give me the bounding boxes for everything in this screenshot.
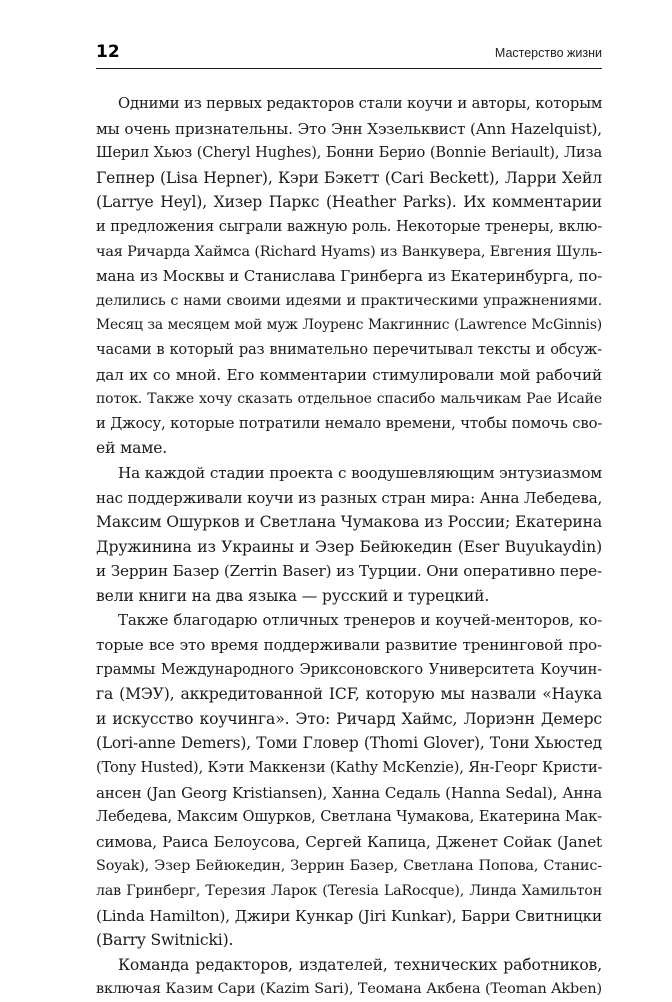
text-line: вели книги на два языка — русский и турецкий.: [96, 586, 490, 605]
text-line: (Larrye Heyl), Хизер Паркс (Heather Parks). Их комментарии: [96, 193, 602, 212]
text-line: (Tony Husted), Кэти Маккензи (Kathy McKenzie), Ян-Георг Кристи-: [96, 759, 603, 777]
text-line: (Barry Switnicki).: [96, 931, 234, 950]
text-line: нас поддерживали коучи из разных стран мира: Анна Лебедева,: [96, 488, 603, 507]
text-line: Гепнер (Lisa Hepner), Кэри Бэкетт (Cari Beckett), Ларри Хейл: [96, 168, 602, 187]
text-line: Лебедева, Максим Ошурков, Светлана Чумакова, Екатерина Мак-: [96, 808, 602, 826]
text-line: ансен (Jan Georg Kristiansen), Ханна Седаль (Hanna Sedal), Анна: [96, 783, 602, 802]
page-header: [96, 40, 602, 69]
text-line: часами в который раз внимательно перечитывал тексты и обсуж-: [96, 340, 602, 358]
text-line: и Джосу, которые потратили немало времени, чтобы помочь сво-: [96, 414, 603, 432]
text-line: Soyak), Эзер Бейюкедин, Зеррин Базер, Светлана Попова, Станис-: [96, 858, 602, 875]
text-line: граммы Международного Эриксоновского Университета Коучин-: [96, 660, 602, 678]
text-line: Команда редакторов, издателей, технических работников,: [118, 955, 602, 974]
text-line: На каждой стадии проекта с воодушевляющим энтузиазмом: [118, 463, 602, 482]
text-line: га (МЭУ), аккредитованной ICF, которую мы назвали «Наука: [96, 685, 602, 704]
text-line: и предложения сыграли важную роль. Некоторые тренеры, вклю-: [96, 217, 602, 235]
text-line: и искусство коучинга». Это: Ричард Хаймс, Лориэнн Демерс: [96, 709, 602, 728]
text-line: (Lori-anne Demers), Томи Гловер (Thomi Glover), Тони Хьюстед: [96, 734, 602, 753]
text-line: Также благодарю отличных тренеров и коучей-менторов, ко-: [118, 611, 602, 630]
text-line: дал их со мной. Его комментарии стимулировали мой рабочий: [96, 365, 602, 384]
text-line: Шерил Хьюз (Cheryl Hughes), Бонни Берио (Bonnie Beriault), Лиза: [96, 144, 602, 162]
text-line: включая Казим Сари (Kazim Sari), Теомана Акбена (Teoman Akben): [96, 981, 602, 998]
text-line: симова, Раиса Белоусова, Сергей Капица, Дженет Сойак (Janet: [96, 832, 602, 851]
text-line: делились с нами своими идеями и практическими упражнениями.: [96, 292, 602, 309]
paragraph: [96, 608, 602, 952]
text-line: (Linda Hamilton), Джири Кункар (Jiri Kunkar), Барри Свитницки: [96, 906, 602, 925]
paragraph: [96, 953, 602, 1002]
text-line: торые все это время поддерживали развитие тренинговой про-: [96, 636, 602, 655]
text-line: мы очень признательны. Это Энн Хэзельквист (Ann Hazelquist),: [96, 119, 602, 138]
text-line: Одними из первых редакторов стали коучи и авторы, которым: [118, 95, 603, 112]
text-line: поток. Также хочу сказать отдельное спасибо мальчикам Рае Исайе: [96, 391, 602, 408]
running-title: Мастерство жизни: [494, 46, 602, 60]
text-line: чая Ричарда Хаймса (Richard Hyams) из Ванкувера, Евгения Шуль-: [96, 243, 602, 260]
body-text: [96, 92, 602, 1002]
text-line: Максим Ошурков и Светлана Чумакова из России; Екатерина: [96, 513, 602, 532]
paragraph: [96, 461, 602, 609]
paragraph: [96, 92, 602, 461]
text-line: ей маме.: [96, 439, 168, 458]
page-number: 12: [96, 42, 120, 62]
text-line: мана из Москвы и Станислава Гринберга из Екатеринбурга, по-: [96, 267, 602, 286]
text-line: и Зеррин Базер (Zerrin Baser) из Турции. Они оперативно пере-: [96, 562, 602, 581]
text-line: лав Гринберг, Терезия Ларок (Teresia LaRocque), Линда Хамильтон: [96, 883, 602, 899]
text-line: Дружинина из Украины и Эзер Бейюкедин (Eser Buyukaydin): [96, 537, 602, 556]
text-line: Месяц за месяцем мой муж Лоуренс Макгиннис (Lawrence McGinnis): [96, 317, 602, 334]
